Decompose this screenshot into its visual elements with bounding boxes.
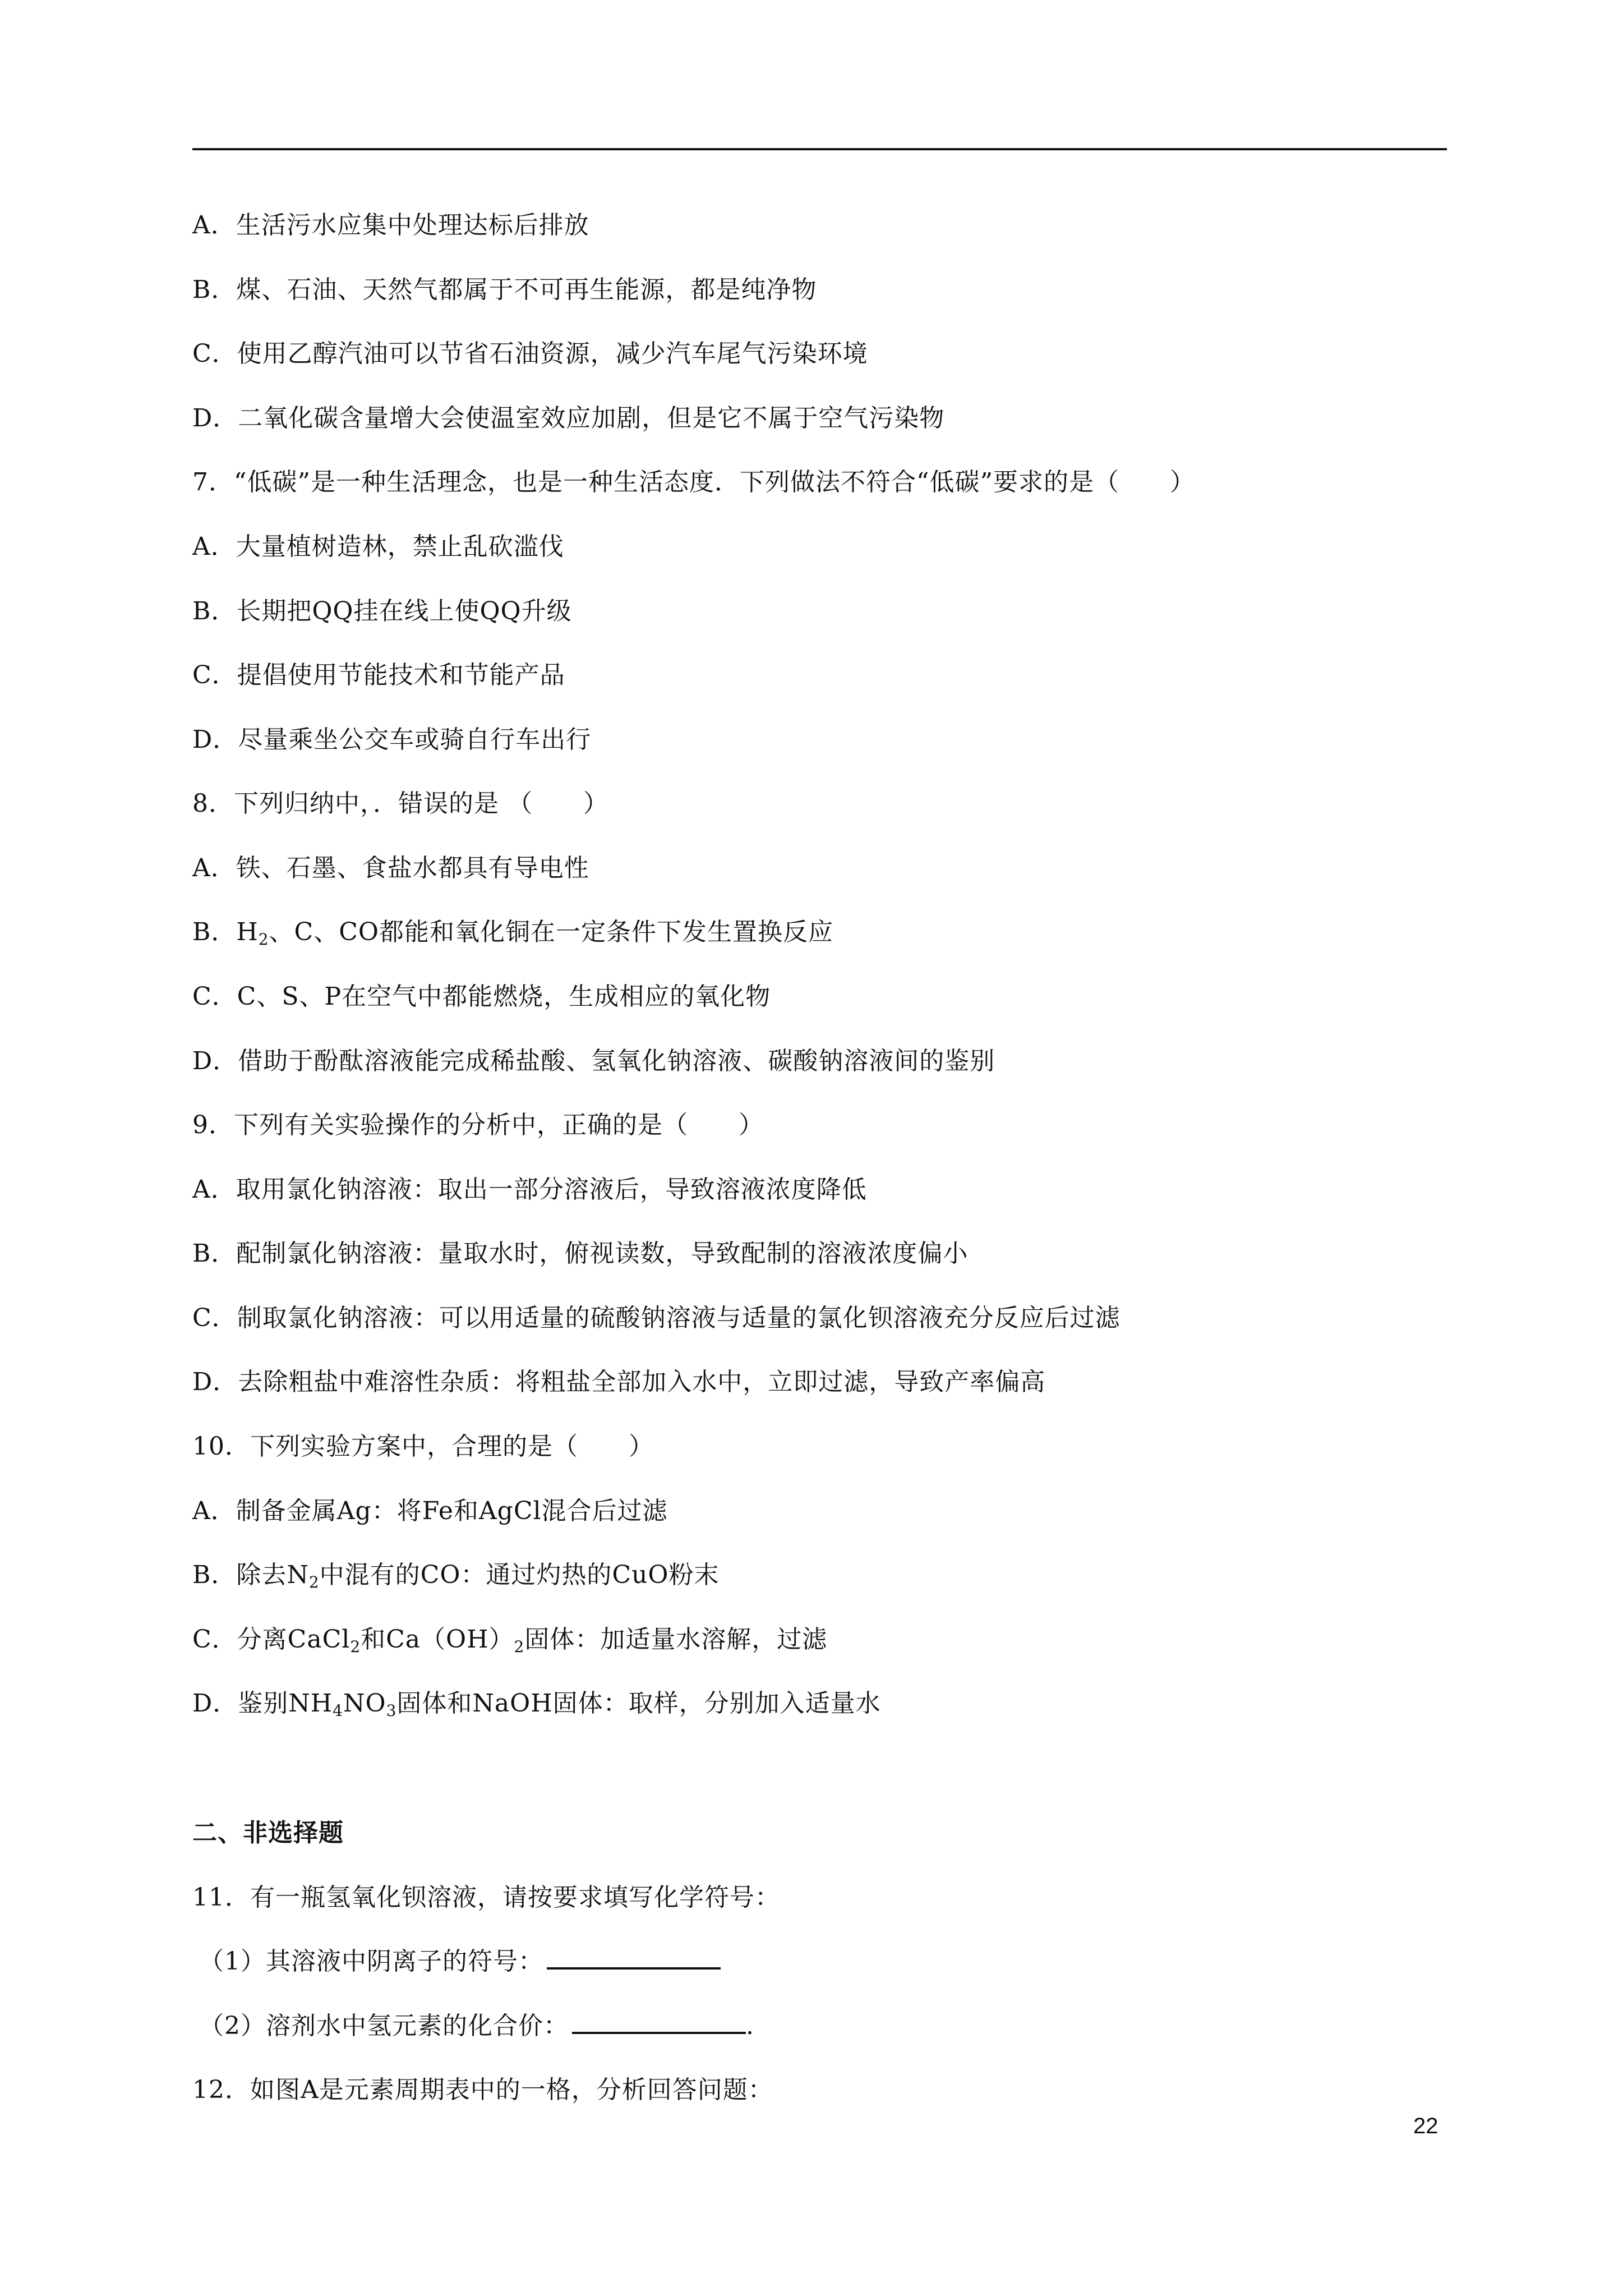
q7-option-a: A．大量植树造林，禁止乱砍滥伐 xyxy=(192,532,564,561)
q8-option-d: D．借助于酚酞溶液能完成稀盐酸、氢氧化钠溶液、碳酸钠溶液间的鉴别 xyxy=(192,1047,995,1075)
q9-option-a: A．取用氯化钠溶液：取出一部分溶液后，导致溶液浓度降低 xyxy=(192,1175,867,1204)
q9-option-b: B．配制氯化钠溶液：量取水时，俯视读数，导致配制的溶液浓度偏小 xyxy=(192,1239,969,1268)
answer-blank[interactable] xyxy=(547,1945,721,1970)
q7-option-b: B．长期把QQ挂在线上使QQ升级 xyxy=(192,597,572,625)
q11-stem: 11．有一瓶氢氧化钡溶液，请按要求填写化学符号： xyxy=(192,1883,780,1912)
q6-option-c: C．使用乙醇汽油可以节省石油资源，减少汽车尾气污染环境 xyxy=(192,339,868,368)
q8-option-a: A．铁、石墨、食盐水都具有导电性 xyxy=(192,854,589,882)
q9-option-d: D．去除粗盐中难溶性杂质：将粗盐全部加入水中，立即过滤，导致产率偏高 xyxy=(192,1368,1046,1396)
answer-blank[interactable] xyxy=(572,2009,746,2034)
q6-option-b: B．煤、石油、天然气都属于不可再生能源，都是纯净物 xyxy=(192,275,817,304)
section-heading: 二、非选择题 xyxy=(192,1819,344,1847)
q10-stem: 10．下列实验方案中，合理的是（ ） xyxy=(192,1432,654,1461)
q6-option-d: D．二氧化碳含量增大会使温室效应加剧，但是它不属于空气污染物 xyxy=(192,404,945,432)
q11-part-1: （1）其溶液中阴离子的符号： xyxy=(199,1945,721,1978)
q12-stem: 12．如图A是元素周期表中的一格，分析回答问题： xyxy=(192,2076,773,2104)
q10-option-a: A．制备金属Ag：将Fe和AgCl混合后过滤 xyxy=(192,1497,668,1525)
q7-option-d: D．尽量乘坐公交车或骑自行车出行 xyxy=(192,725,592,754)
page-number: 22 xyxy=(1413,2114,1438,2138)
q10-option-b: B．除去$N_2$中混有的CO：通过灼热的CuO粉末 xyxy=(192,1561,720,1591)
q8-option-c: C．C、S、P在空气中都能燃烧，生成相应的氧化物 xyxy=(192,982,771,1011)
header-rule xyxy=(192,148,1447,150)
q11-part-2: （2）溶剂水中氢元素的化合价： . xyxy=(199,2009,754,2043)
q9-option-c: C．制取氯化钠溶液：可以用适量的硫酸钠溶液与适量的氯化钡溶液充分反应后过滤 xyxy=(192,1304,1121,1332)
q10-option-d: D．鉴别$NH_4NO_3$固体和NaOH固体：取样，分别加入适量水 xyxy=(192,1689,881,1720)
q8-stem: 8．下列归纳中，．错误的是 （ ） xyxy=(192,789,608,818)
q10-option-c: C．分离CaCl$_2$和$Ca(OH)_2$固体：加适量水溶解，过滤 xyxy=(192,1625,828,1656)
q8-option-b: B．$H_2$、C、CO都能和氧化铜在一定条件下发生置换反应 xyxy=(192,918,833,949)
q6-option-a: A．生活污水应集中处理达标后排放 xyxy=(192,211,589,240)
q7-option-c: C．提倡使用节能技术和节能产品 xyxy=(192,661,565,689)
q9-stem: 9．下列有关实验操作的分析中，正确的是（ ） xyxy=(192,1111,764,1139)
q7-stem: 7．“低碳”是一种生活理念，也是一种生活态度．下列做法不符合“低碳”要求的是（ ） xyxy=(192,468,1195,496)
